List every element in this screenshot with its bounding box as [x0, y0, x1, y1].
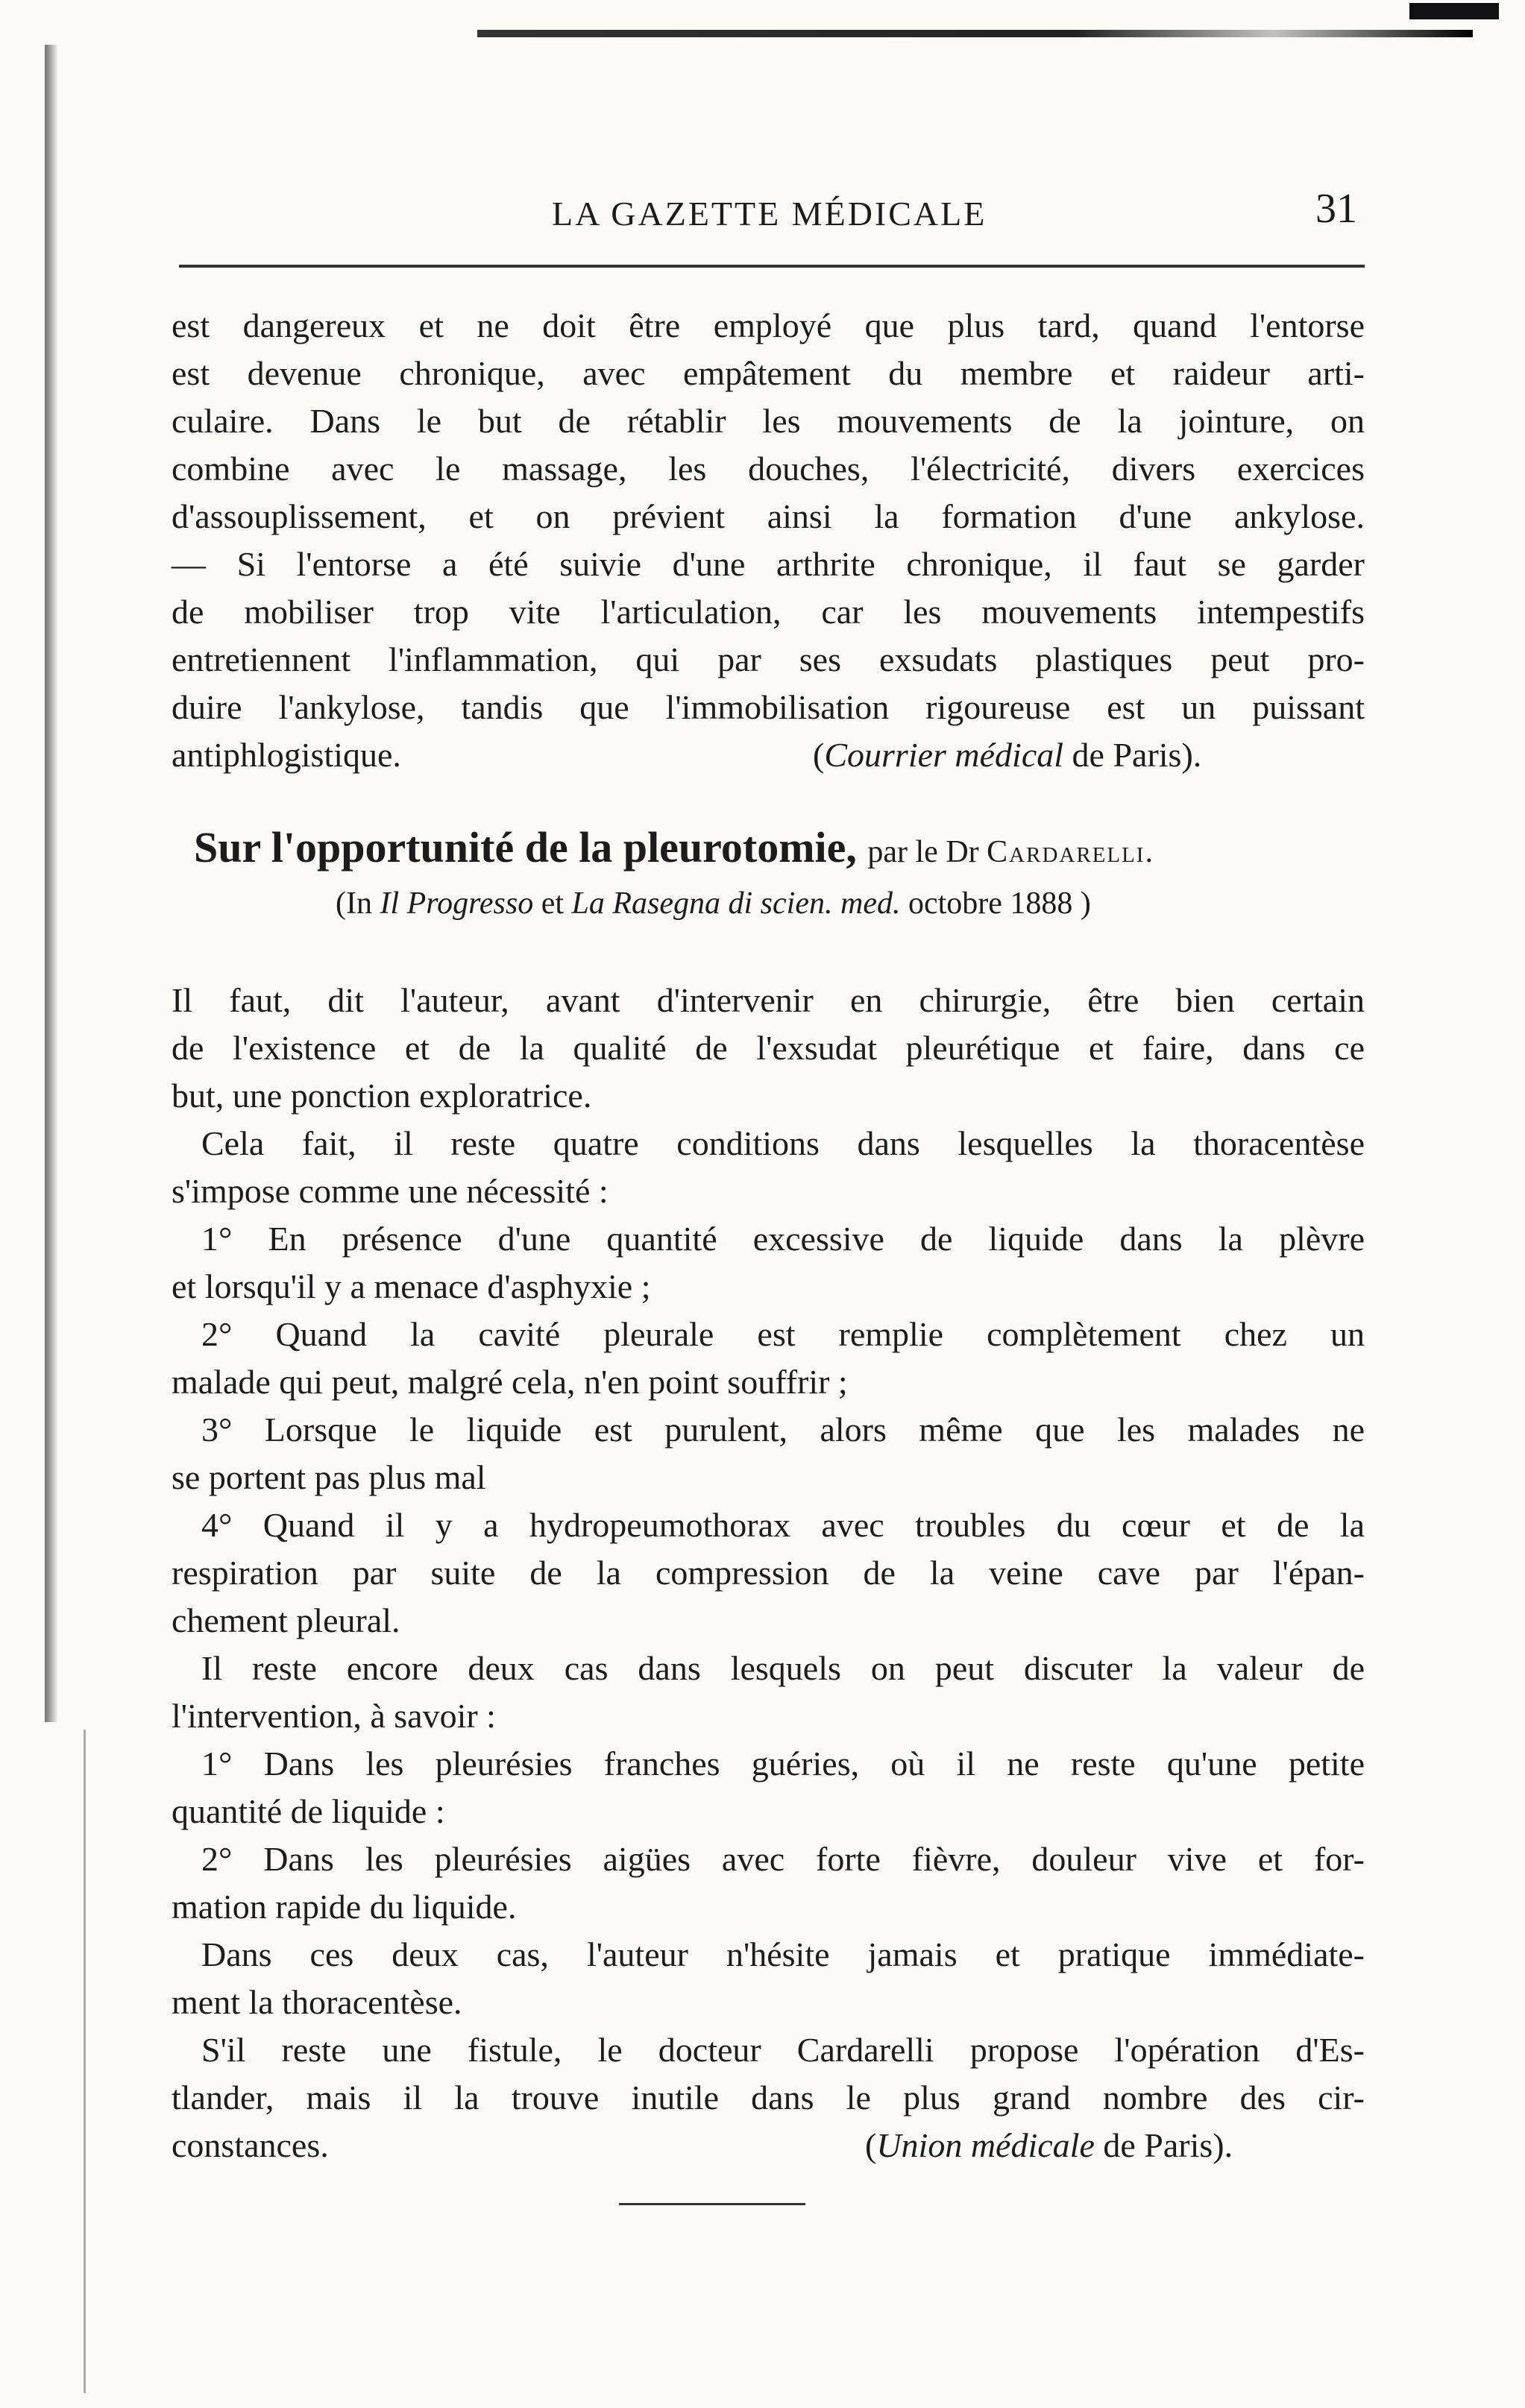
running-head — [179, 179, 1357, 239]
body-line: 2° Dans les pleurésies aigües avec forte fièvre, douleur vive et for- — [201, 1840, 1365, 1878]
body-line: l'intervention, à savoir : — [172, 1697, 496, 1735]
para1-line: est devenue chronique, avec empâtement du membre et raideur arti- — [172, 354, 1365, 392]
closing-last-text: constances. — [172, 2126, 329, 2164]
para1-last-line — [172, 731, 1365, 779]
end-rule — [619, 2203, 805, 2205]
page-edge-shadow — [45, 45, 58, 1722]
article-source: (In Il Progresso et La Rasegna di scien. med. octobre 1888 ) — [336, 886, 1091, 921]
top-scan-rule-end — [1409, 3, 1499, 19]
para1-line: combine avec le massage, les douches, l'électricité, divers exercices — [172, 450, 1365, 488]
body-line: Dans ces deux cas, l'auteur n'hésite jamais et pratique immédiate- — [201, 1935, 1365, 1973]
para1-line: culaire. Dans le but de rétablir les mouvements de la jointure, on — [172, 402, 1365, 440]
body-line: but, une ponction exploratrice. — [172, 1077, 592, 1115]
para1-last-text: antiphlogistique. — [172, 736, 401, 774]
para1-line: — Si l'entorse a été suivie d'une arthrite chronique, il faut se garder — [172, 545, 1365, 583]
page-number: 31 — [1315, 186, 1357, 232]
body-line: 2° Quand la cavité pleurale est remplie complètement chez un — [201, 1315, 1365, 1353]
body-line: de l'existence et de la qualité de l'exsudat pleurétique et faire, dans ce — [172, 1029, 1365, 1067]
body-line: malade qui peut, malgré cela, n'en point souffrir ; — [172, 1363, 848, 1401]
article-author: Cardarelli. — [987, 835, 1154, 869]
para1-line: entretiennent l'inflammation, qui par ses exsudats plastiques peut pro- — [172, 640, 1365, 678]
body-line: quantité de liquide : — [172, 1792, 445, 1830]
article-title — [194, 820, 1357, 875]
article-title-text: Sur l'opportunité de la pleurotomie, — [194, 823, 857, 872]
header-rule — [179, 265, 1365, 268]
para1-line: de mobiliser trop vite l'articulation, car les mouvements intempestifs — [172, 593, 1365, 631]
article-byline: par le Dr Cardarelli. — [867, 835, 1154, 869]
body-line: ment la thoracentèse. — [172, 1983, 462, 2021]
body-line: s'impose comme une nécessité : — [172, 1172, 609, 1210]
body-line: mation rapide du liquide. — [172, 1888, 517, 1926]
running-title: LA GAZETTE MÉDICALE — [552, 195, 987, 233]
body-line: respiration par suite de la compression de la veine cave par l'épan- — [172, 1554, 1365, 1592]
citation-courrier: (Courrier médical de Paris). — [813, 736, 1202, 774]
body-line: et lorsqu'il y a menace d'asphyxie ; — [172, 1267, 651, 1305]
body-line: se portent pas plus mal — [172, 1458, 486, 1496]
body-line: 1° En présence d'une quantité excessive de liquide dans la plèvre — [201, 1220, 1365, 1258]
body-line: tlander, mais il la trouve inutile dans le plus grand nombre des cir- — [172, 2078, 1365, 2117]
body-line: S'il reste une fistule, le docteur Cardarelli propose l'opération d'Es- — [201, 2031, 1365, 2069]
body-line: Il reste encore deux cas dans lesquels on peut discuter la valeur de — [201, 1649, 1365, 1687]
body-line: 4° Quand il y a hydropeumothorax avec troubles du cœur et de la — [201, 1506, 1365, 1544]
body-line: Il faut, dit l'auteur, avant d'intervenir en chirurgie, être bien certain — [172, 981, 1365, 1019]
citation-union: (Union médicale de Paris). — [865, 2126, 1233, 2164]
page-edge-shadow-lower — [84, 1730, 86, 2393]
para1-line: duire l'ankylose, tandis que l'immobilisation rigoureuse est un puissant — [172, 688, 1365, 726]
closing-line — [172, 2122, 1365, 2169]
body-line: 3° Lorsque le liquide est purulent, alors même que les malades ne — [201, 1411, 1365, 1449]
para1-line: d'assouplissement, et on prévient ainsi la formation d'une ankylose. — [172, 497, 1365, 535]
body-line: Cela fait, il reste quatre conditions dans lesquelles la thoracentèse — [201, 1124, 1365, 1162]
para1-line: est dangereux et ne doit être employé que plus tard, quand l'entorse — [172, 306, 1365, 344]
body-line: chement pleural. — [172, 1601, 400, 1639]
body-line: 1° Dans les pleurésies franches guéries, où il ne reste qu'une petite — [201, 1744, 1365, 1783]
top-scan-rule — [477, 30, 1473, 37]
